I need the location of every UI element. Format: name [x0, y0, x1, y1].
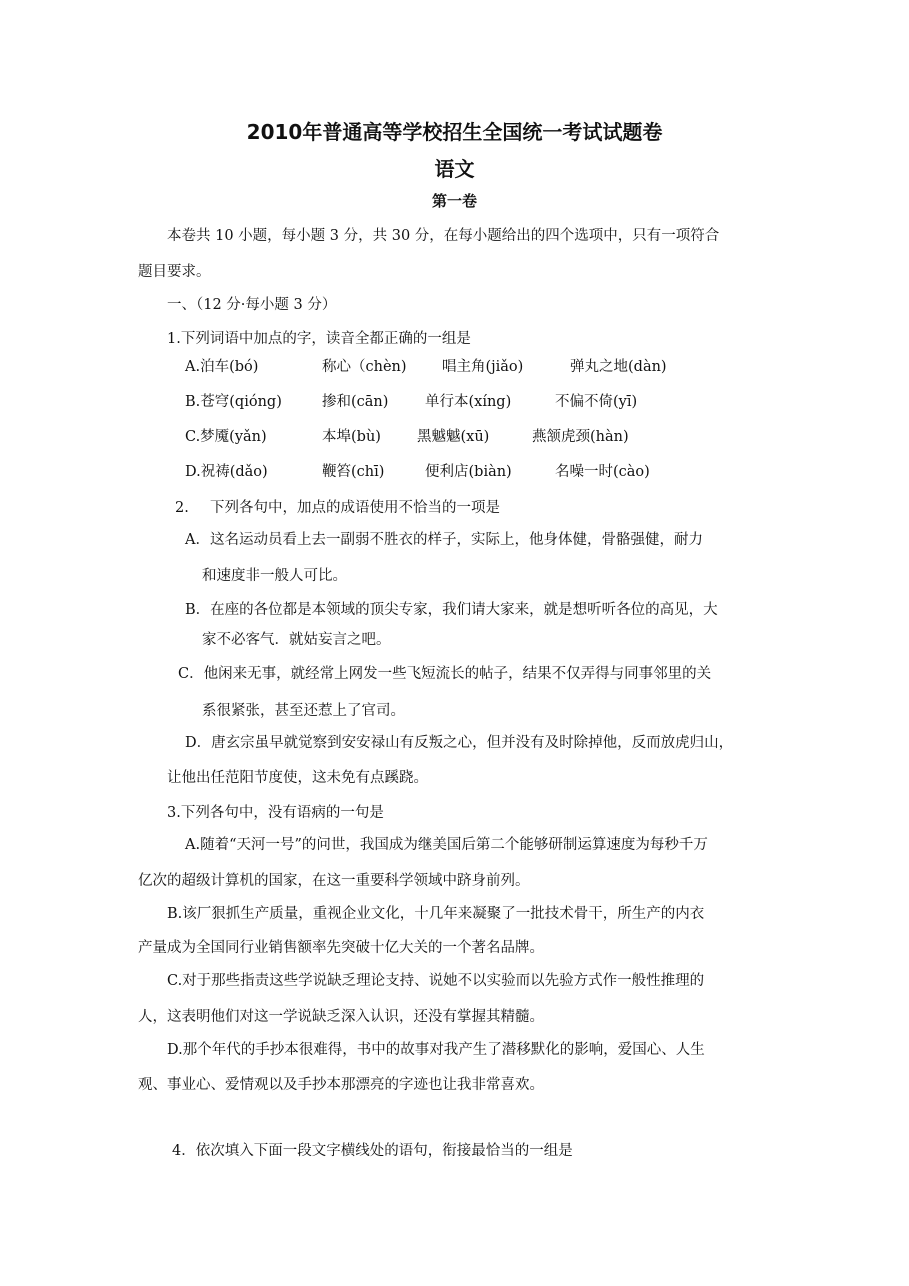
question-1-option-c — [0, 427, 909, 447]
question-2-option-c-line-1: C．他闲来无事，就经常上网发一些飞短流长的帖子，结果不仅弄得与同事邻里的关 — [178, 666, 712, 682]
question-2-option-b-line-1: B．在座的各位都是本领域的顶尖专家，我们请大家来，就是想听听各位的高见，大 — [185, 602, 718, 618]
option-word: 称心（chèn) — [322, 359, 407, 375]
option-word: 不偏不倚(yī) — [555, 394, 638, 410]
question-3-option-a-line-1: A.随着“天河一号”的问世，我国成为继美国后第二个能够研制运算速度为每秒千万 — [185, 837, 708, 853]
question-2-option-d-line-1: D．唐玄宗虽早就觉察到安安禄山有反叛之心，但并没有及时除掉他，反而放虎归山， — [185, 735, 734, 751]
option-word: 黑魆魆(xū) — [417, 429, 490, 445]
option-word: 燕颔虎颈(hàn) — [532, 429, 629, 445]
question-1-option-a — [0, 357, 909, 377]
option-word: 掺和(cān) — [322, 394, 389, 410]
option-word: 本埠(bù) — [322, 429, 381, 445]
volume-title: 第一卷 — [431, 192, 477, 210]
section-heading: 一、（12 分·每小题 3 分） — [167, 297, 337, 313]
question-3-option-c-line-2: 人，这表明他们对这一学说缺乏深入认识，还没有掌握其精髓。 — [138, 1009, 544, 1025]
option-word: A.泊车(bó) — [185, 359, 259, 375]
question-2-stem: 下列各句中，加点的成语使用不恰当的一项是 — [210, 500, 500, 516]
question-3-option-a-line-2: 亿次的超级计算机的国家，在这一重要科学领域中跻身前列。 — [138, 873, 530, 889]
question-2-option-a-line-1: A．这名运动员看上去一副弱不胜衣的样子，实际上，他身体健，骨骼强健，耐力 — [185, 532, 703, 548]
question-1-option-d — [0, 462, 909, 482]
option-word: 单行本(xíng) — [425, 394, 512, 410]
question-3-option-d-line-1: D.那个年代的手抄本很难得，书中的故事对我产生了潜移默化的影响，爱国心、人生 — [167, 1042, 705, 1058]
option-word: 名噪一时(cào) — [555, 464, 650, 480]
exam-title: 2010年普通高等学校招生全国统一考试试题卷 — [246, 120, 663, 144]
question-2-option-c-line-2: 系很紧张，甚至还惹上了官司。 — [202, 703, 405, 719]
question-2-option-b-line-2: 家不必客气．就姑妄言之吧。 — [202, 632, 391, 648]
question-3-option-b-line-1: B.该厂狠抓生产质量，重视企业文化，十几年来凝聚了一批技术骨干，所生产的内衣 — [167, 906, 705, 922]
question-3-option-c-line-1: C.对于那些指责这些学说缺乏理论支持、说她不以实验而以先验方式作一般性推理的 — [167, 973, 705, 989]
question-1-stem: 1.下列词语中加点的字，读音全都正确的一组是 — [167, 331, 471, 347]
option-word: 唱主角(jiǎo) — [442, 359, 524, 375]
question-3-option-d-line-2: 观、事业心、爱情观以及手抄本那漂亮的字迹也让我非常喜欢。 — [138, 1077, 544, 1093]
instructions-line-2: 题目要求。 — [138, 264, 211, 280]
question-3-stem: 3.下列各句中，没有语病的一句是 — [167, 805, 384, 821]
option-word: 便利店(biàn) — [425, 464, 512, 480]
option-word: C.梦魇(yǎn) — [185, 429, 267, 445]
question-4-stem: 4．依次填入下面一段文字横线处的语句，衔接最恰当的一组是 — [172, 1143, 573, 1159]
option-word: D.祝祷(dǎo) — [185, 464, 268, 480]
question-2-option-d-line-2: 让他出任范阳节度使，这未免有点蹊跷。 — [167, 770, 428, 786]
instructions-line-1: 本卷共 10 小题，每小题 3 分，共 30 分，在每小题给出的四个选项中，只有一项符合 — [167, 228, 720, 244]
option-word: B.苍穹(qióng) — [185, 394, 282, 410]
question-2-option-a-line-2: 和速度非一般人可比。 — [202, 568, 347, 584]
question-3-option-b-line-2: 产量成为全国同行业销售额率先突破十亿大关的一个著名品牌。 — [138, 940, 544, 956]
option-word: 鞭笞(chī) — [322, 464, 385, 480]
subject-title: 语文 — [434, 157, 475, 181]
question-2-number: 2. — [175, 500, 189, 516]
question-1-option-b — [0, 392, 909, 412]
option-word: 弹丸之地(dàn) — [570, 359, 667, 375]
